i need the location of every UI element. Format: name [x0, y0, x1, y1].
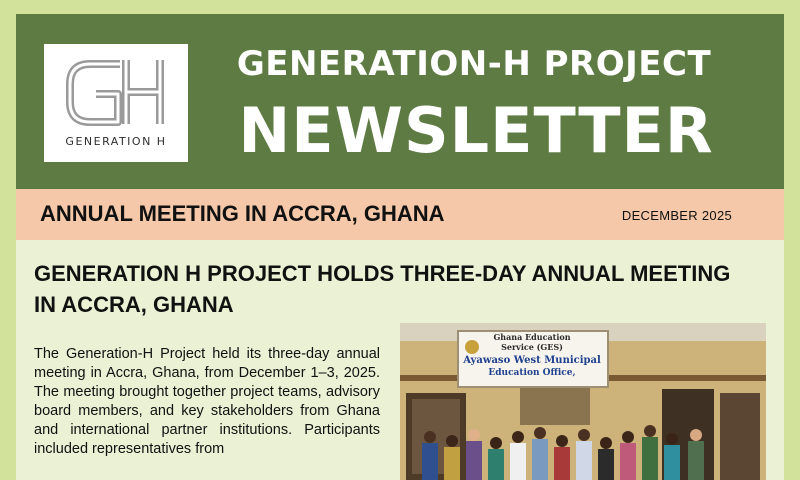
group-photo: [400, 323, 766, 480]
sign-text-4: Education Office,: [488, 368, 576, 378]
sign-text-2: Service (GES): [501, 342, 563, 352]
group-photo-image: [400, 323, 766, 480]
sign-text-3: Ayawaso West Municipal: [463, 355, 601, 366]
newsletter-page: [16, 14, 784, 480]
gh-monogram-icon: [60, 52, 172, 134]
logo-caption: GENERATION H: [65, 135, 167, 148]
masthead: [16, 14, 784, 189]
sign-text-1: Ghana Education: [493, 332, 571, 342]
issue-date: DECEMBER 2025: [621, 208, 732, 223]
article-headline: GENERATION H PROJECT HOLDS THREE-DAY ANNUAL MEETING IN ACCRA, GHANA: [34, 261, 731, 317]
issue-title: ANNUAL MEETING IN ACCRA, GHANA: [40, 201, 445, 226]
newsletter-project-title: GENERATION-H PROJECT: [236, 44, 712, 84]
generation-h-logo: [44, 44, 188, 162]
article-body: The Generation-H Project held its three-day annual meeting in Accra, Ghana, from December 1–3, 2025. The meeting brought together project teams, advisory board members, and key stakeholders from Ghana and international partner institutions. Participants included representatives from: [34, 346, 380, 457]
issue-banner: [16, 189, 784, 240]
newsletter-title: NEWSLETTER: [238, 94, 714, 167]
